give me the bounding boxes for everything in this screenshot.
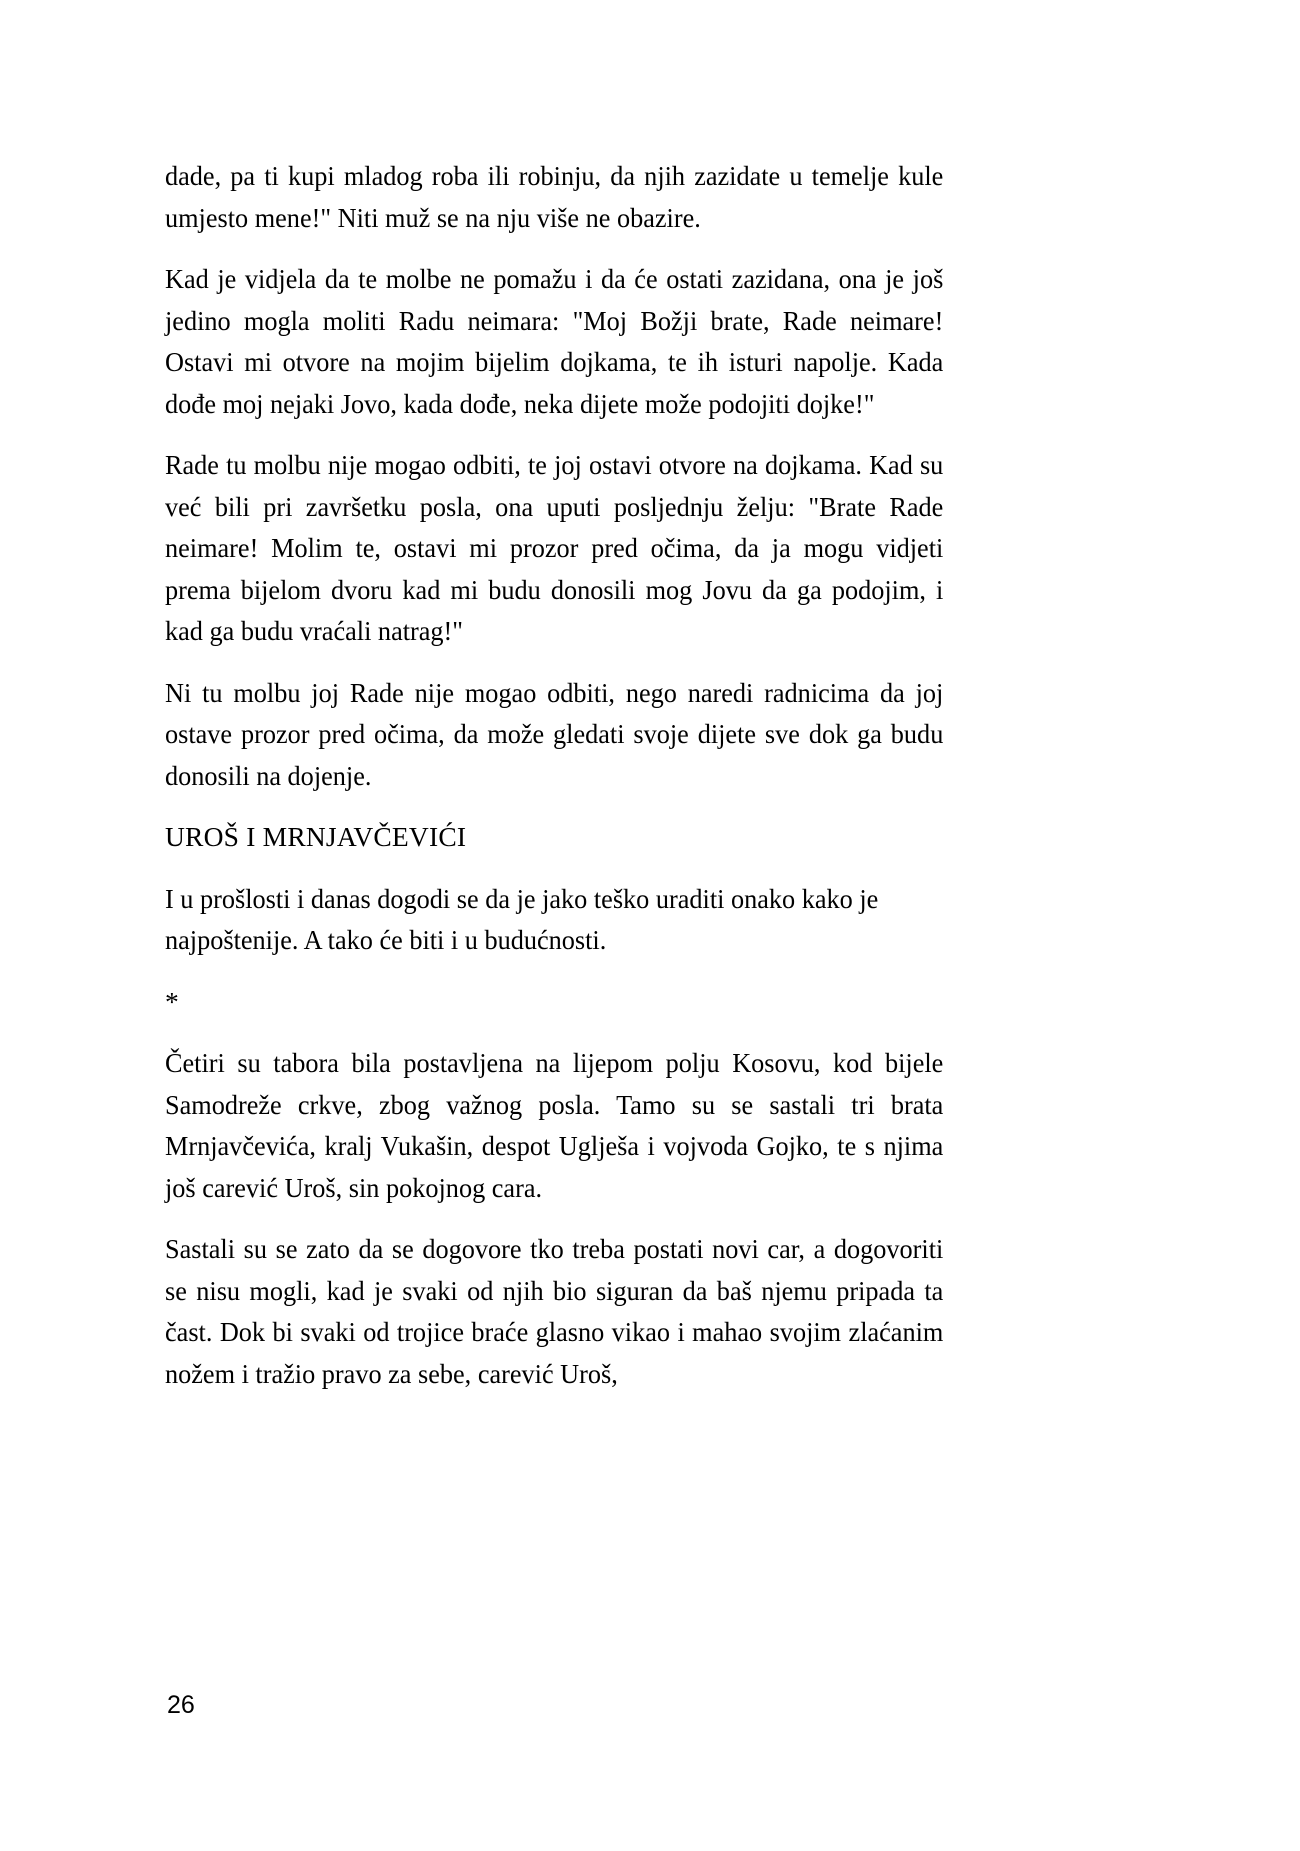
section-heading: UROŠ I MRNJAVČEVIĆI — [165, 821, 467, 852]
paragraph: dade, pa ti kupi mladog roba ili robinju, da njih zazidate u temelje kule umjesto mene!" Niti muž se na nju više ne obazire. — [165, 160, 944, 233]
paragraph: Rade tu molbu nije mogao odbiti, te joj ostavi otvore na dojkama. Kad su već bili pri završetku posla, ona uputi posljednju želju: "Brate Rade neimare! Molim te, ostavi mi prozor pred očima, da ja mogu vidjeti prema bijelom dvoru kad mi budu donosili mog Jovu da ga podojim, i kad ga budu vraćali natrag!" — [165, 449, 944, 646]
paragraph: Kad je vidjela da te molbe ne pomažu i da će ostati zazidana, ona je još jedino mogla moliti Radu neimara: "Moj Božji brate, Rade neimare! Ostavi mi otvore na mojim bijelim dojkama, te ih isturi napolje. Kada dođe moj nejaki Jovo, kada dođe, neka dijete može podojiti dojke!" — [165, 263, 944, 419]
asterisk-separator: * — [165, 985, 179, 1017]
page-text-block — [165, 155, 943, 1394]
paragraph: Četiri su tabora bila postavljena na lijepom polju Kosovu, kod bijele Samodreže crkve, zbog važnog posla. Tamo su se sastali tri brata Mrnjavčevića, kralj Vukašin, despot Uglješa i vojvoda Gojko, te s njima još carević Uroš, sin pokojnog cara. — [165, 1047, 944, 1203]
page-number: 26 — [167, 1691, 195, 1719]
paragraph: Sastali su se zato da se dogovore tko treba postati novi car, a dogovoriti se nisu mogli, kad je svaki od njih bio siguran da baš njemu pripada ta čast. Dok bi svaki od trojice braće glasno vikao i mahao svojim zlaćanim nožem i tražio pravo za sebe, carević Uroš, — [165, 1233, 944, 1389]
paragraph: I u prošlosti i danas dogodi se da je jako teško uraditi onako kako je najpoštenije. A tako će biti i u budućnosti. — [165, 882, 879, 955]
paragraph: Ni tu molbu joj Rade nije mogao odbiti, nego naredi radnicima da joj ostave prozor pred očima, da može gledati svoje dijete sve dok ga budu donosili na dojenje. — [165, 676, 944, 791]
